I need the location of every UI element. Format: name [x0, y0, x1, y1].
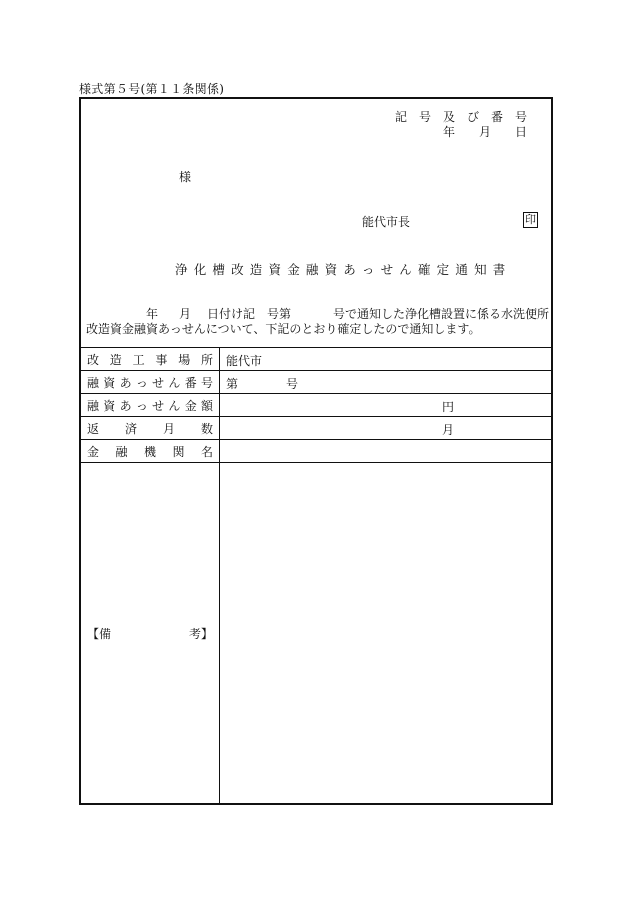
record-no-char: 番 [491, 110, 504, 124]
table-row [81, 348, 551, 371]
body-line1-no: 号第 [267, 307, 292, 321]
remarks-row [81, 463, 551, 804]
value-suffix: 円 [442, 400, 455, 414]
label-char: 金 [87, 444, 100, 459]
value-suffix: 号 [286, 377, 299, 391]
issuer-name: 能代市長 [362, 215, 411, 229]
remarks-value [220, 463, 551, 804]
label-char: 関 [172, 444, 185, 459]
date-year: 年 [443, 125, 456, 139]
record-no-char: 号 [419, 110, 432, 124]
value-suffix: 月 [442, 423, 455, 437]
label-char: っ [135, 375, 148, 390]
table-row [81, 394, 551, 417]
remarks-open: 【備 [87, 627, 112, 641]
date-month: 月 [479, 125, 492, 139]
details-table [81, 347, 551, 804]
seal-mark: 印 [525, 213, 536, 226]
label-char: 資 [103, 375, 116, 390]
row-value-loan-number [220, 371, 551, 393]
label-char: 融 [87, 398, 100, 413]
body-line1-month: 月 [179, 307, 192, 321]
label-char: 数 [200, 421, 213, 436]
row-label-loan-number [81, 371, 220, 393]
body-line1-ref: 日付け記 [207, 307, 256, 321]
record-no-char: 号 [515, 110, 528, 124]
remarks-close: 考】 [188, 627, 213, 641]
row-label-repayment-months [81, 417, 220, 439]
label-char: せ [152, 398, 165, 413]
record-no-char: 記 [395, 110, 408, 124]
document-title: 浄化槽改造資金融資あっせん確定通知書 [175, 262, 512, 277]
body-line1-rest: 号で通知した浄化槽設置に係る水洗便所 [333, 307, 550, 321]
remarks-label [81, 463, 220, 804]
row-value-repayment-months [220, 417, 551, 439]
table-row [81, 417, 551, 440]
addressee-honorific: 様 [179, 170, 192, 184]
label-char: 済 [124, 421, 137, 436]
row-label-loan-amount [81, 394, 220, 416]
label-char: 返 [87, 421, 100, 436]
label-char: 号 [200, 375, 213, 390]
row-value-financial-institution [220, 440, 551, 462]
label-char: 場 [178, 352, 191, 367]
row-value-loan-amount [220, 394, 551, 416]
label-char: 融 [115, 444, 128, 459]
value-prefix: 能代市 [226, 354, 263, 368]
table-row [81, 371, 551, 394]
label-char: 事 [155, 352, 168, 367]
label-char: 所 [200, 352, 213, 367]
label-char: ん [168, 398, 181, 413]
label-char: 機 [143, 444, 156, 459]
table-row [81, 440, 551, 463]
label-char: っ [135, 398, 148, 413]
label-char: 工 [132, 352, 145, 367]
label-char: 造 [109, 352, 122, 367]
record-no-char: 及 [443, 110, 456, 124]
label-char: あ [119, 375, 132, 390]
label-char: 名 [200, 444, 213, 459]
record-no-char: び [467, 110, 480, 124]
date-day: 日 [515, 125, 528, 139]
body-line1-year: 年 [146, 307, 159, 321]
label-char: あ [119, 398, 132, 413]
notice-frame [79, 97, 553, 805]
label-char: 改 [87, 352, 100, 367]
label-char: 番 [184, 375, 197, 390]
row-label-financial-institution [81, 440, 220, 462]
row-value-construction-site [220, 348, 551, 370]
label-char: 金 [184, 398, 197, 413]
label-char: せ [152, 375, 165, 390]
label-char: 額 [200, 398, 213, 413]
label-char: 融 [87, 375, 100, 390]
row-label-construction-site [81, 348, 220, 370]
label-char: ん [168, 375, 181, 390]
value-prefix: 第 [226, 377, 239, 391]
body-line2: 改造資金融資あっせんについて、下記のとおり確定したので通知します。 [86, 322, 481, 336]
form-number: 様式第５号(第１１条関係) [79, 82, 225, 96]
label-char: 資 [103, 398, 116, 413]
label-char: 月 [162, 421, 175, 436]
